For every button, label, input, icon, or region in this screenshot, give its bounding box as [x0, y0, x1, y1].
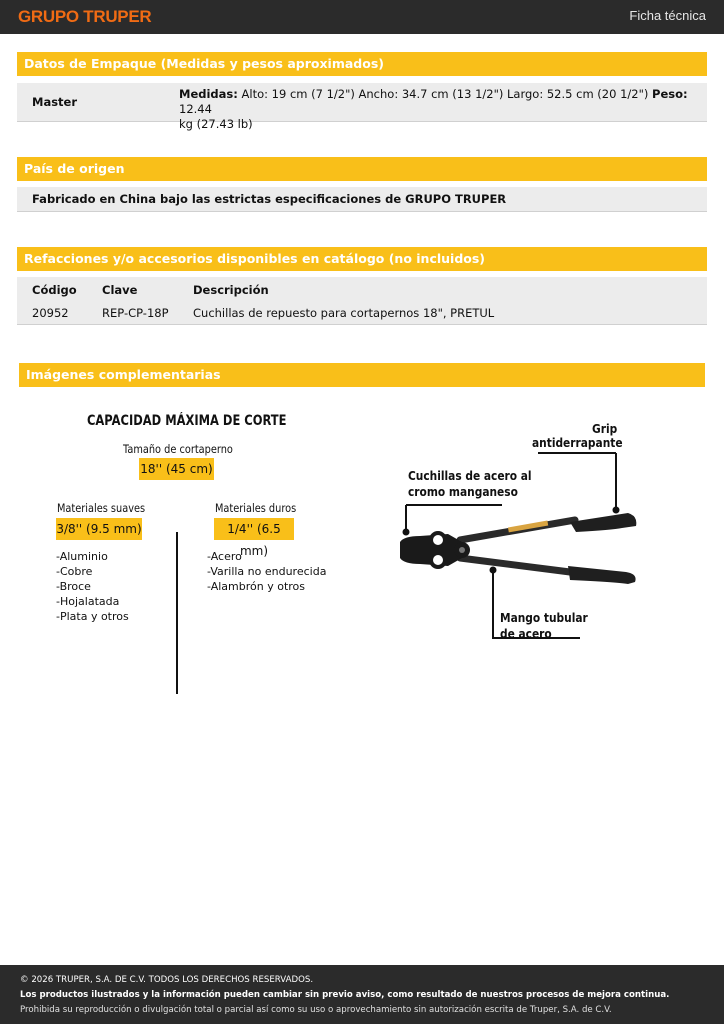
weight-value: 12.44 — [179, 102, 212, 116]
soft-item: -Aluminio — [56, 550, 108, 563]
origin-text: Fabricado en China bajo las estrictas especificaciones de GRUPO TRUPER — [32, 192, 507, 206]
parts-cell-key: REP-CP-18P — [102, 306, 169, 320]
divider-line — [176, 532, 178, 694]
soft-item: -Cobre — [56, 565, 93, 578]
weight-value-lb: kg (27.43 lb) — [179, 117, 253, 131]
soft-item: -Plata y otros — [56, 610, 129, 623]
hard-item: -Alambrón y otros — [207, 580, 306, 593]
size-value: 18'' (45 cm) — [140, 462, 213, 476]
callout-handle-line1: Mango tubular — [500, 610, 588, 625]
parts-header-code: Código — [32, 283, 77, 297]
section-images-header: Imágenes complementarias — [19, 363, 705, 387]
footer-copyright: © 2026 TRUPER, S.A. DE C.V. TODOS LOS DERECHOS RESERVADOS. — [20, 975, 314, 985]
capacity-title: CAPACIDAD MÁXIMA DE CORTE — [87, 413, 287, 429]
callout-grip-line2: antiderrapante — [532, 435, 623, 450]
weight-label: Peso: — [652, 87, 688, 101]
packaging-row-label: Master — [32, 95, 78, 109]
footer-notice: Los productos ilustrados y la información pueden cambiar sin previo aviso, como resultado de nuestros procesos de mejora continua. — [20, 990, 670, 1000]
packaging-row — [17, 83, 707, 131]
soft-materials-label: Materiales suaves — [57, 501, 146, 515]
measures-value: Alto: 19 cm (7 1/2") Ancho: 34.7 cm (13 1/2") Largo: 52.5 cm (20 1/2") — [241, 87, 649, 101]
size-label: Tamaño de cortaperno — [123, 442, 233, 456]
soft-materials-value: 3/8'' (9.5 mm) — [56, 522, 142, 536]
page-title: Ficha técnica — [629, 8, 706, 23]
parts-header-key: Clave — [102, 283, 138, 297]
callout-grip-line1: Grip — [592, 421, 618, 436]
hard-item: -Acero — [207, 550, 242, 563]
callout-handle-line2: de acero — [500, 626, 552, 641]
top-bar — [0, 0, 724, 34]
hard-item: -Varilla no endurecida — [207, 565, 327, 578]
packaging-measures — [179, 87, 699, 132]
parts-header-description: Descripción — [193, 283, 269, 297]
measures-label: Medidas: — [179, 87, 238, 101]
brand-logo: GRUPO TRUPER — [18, 7, 152, 26]
soft-item: -Broce — [56, 580, 91, 593]
callout-blades-line1: Cuchillas de acero al — [408, 468, 532, 483]
section-parts-header: Refacciones y/o accesorios disponibles en catálogo (no incluidos) — [17, 247, 707, 271]
footer-prohibition: Prohibida su reproducción o divulgación total o parcial así como su uso o aprovechamiento sin autorización escrita de Truper, S.A. de C.V. — [20, 1005, 612, 1015]
footer — [0, 965, 724, 1024]
hard-materials-label: Materiales duros — [215, 501, 297, 515]
parts-cell-code: 20952 — [32, 306, 69, 320]
soft-item: -Hojalatada — [56, 595, 120, 608]
hard-materials-badge — [214, 518, 294, 558]
hard-materials-value: 1/4'' (6.5 mm) — [227, 522, 281, 558]
soft-materials-badge — [56, 518, 142, 540]
section-origin-header: País de origen — [17, 157, 707, 181]
origin-row — [17, 187, 707, 212]
parts-table — [17, 277, 707, 325]
parts-cell-description: Cuchillas de repuesto para cortapernos 18", PRETUL — [193, 306, 495, 320]
section-packaging-header: Datos de Empaque (Medidas y pesos aproximados) — [17, 52, 707, 76]
size-value-badge — [139, 458, 214, 480]
callout-blades-line2: cromo manganeso — [408, 484, 518, 499]
